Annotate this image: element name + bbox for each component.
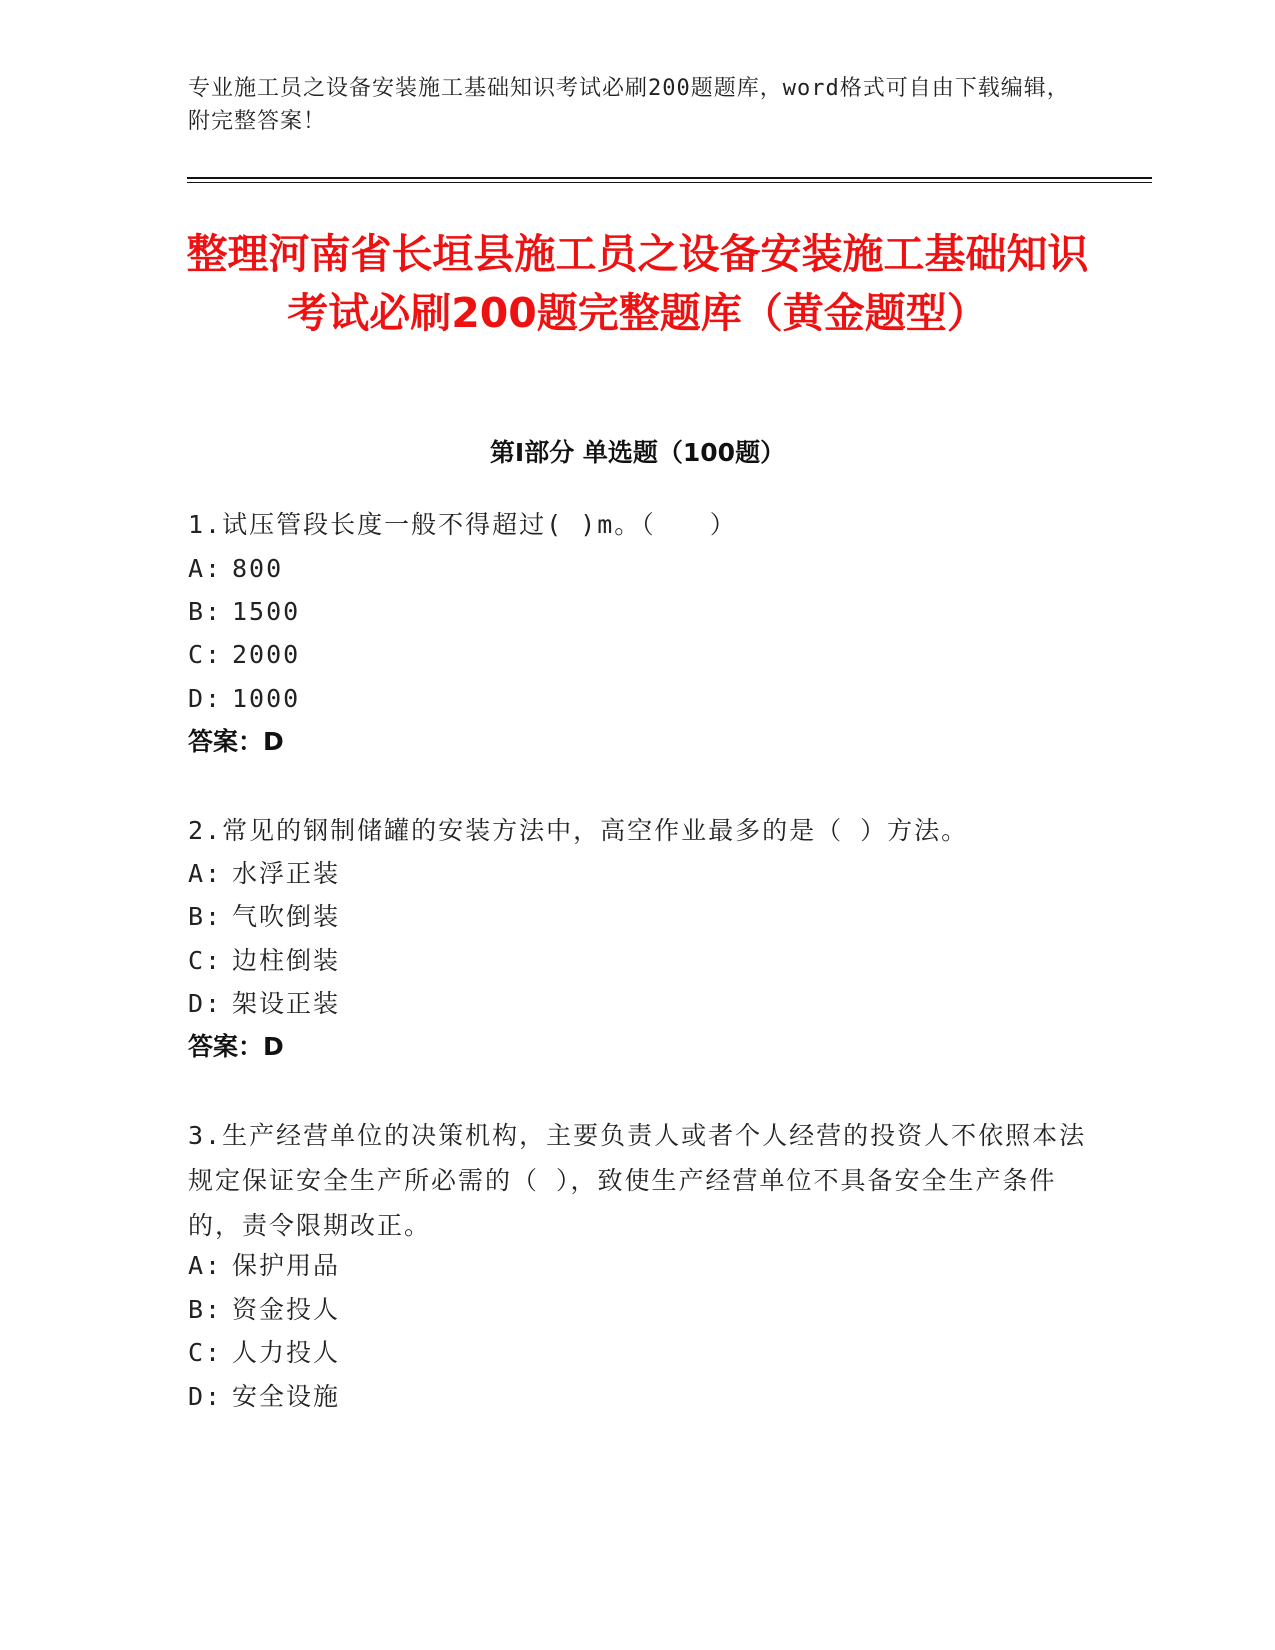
option-label: A: [188, 859, 223, 888]
question-2-option-a [188, 851, 1088, 896]
question-3-option-b [188, 1287, 1088, 1332]
option-text: 2000 [232, 640, 301, 669]
question-1-option-b [188, 589, 1088, 634]
option-label: B: [188, 1295, 223, 1324]
header-rule-thick [187, 177, 1152, 179]
question-1-answer: 答案：D [188, 727, 284, 756]
question-1-option-c [188, 632, 1088, 677]
option-label: D: [188, 684, 223, 713]
option-label: C: [188, 640, 223, 669]
option-label: C: [188, 946, 223, 975]
option-text: 气吹倒装 [232, 902, 341, 931]
option-text: 保护用品 [232, 1251, 341, 1280]
option-text: 800 [232, 554, 284, 583]
option-label: D: [188, 989, 223, 1018]
question-3-option-c [188, 1330, 1088, 1375]
option-text: 资金投人 [232, 1295, 341, 1324]
question-2-option-d [188, 981, 1088, 1026]
question-2-option-c [188, 938, 1088, 983]
option-label: C: [188, 1338, 223, 1367]
option-text: 架设正装 [232, 989, 341, 1018]
question-1-option-d [188, 676, 1088, 721]
option-label: D: [188, 1382, 223, 1411]
section-title: 第I部分 单选题（100题） [489, 438, 786, 467]
option-text: 安全设施 [232, 1382, 341, 1411]
option-label: B: [188, 597, 223, 626]
option-label: A: [188, 1251, 223, 1280]
header-note: 专业施工员之设备安装施工基础知识考试必刷200题题库，word格式可自由下载编辑，附完整答案！ [188, 76, 1070, 134]
document-title: 整理河南省长垣县施工员之设备安装施工基础知识考试必刷200题完整题库（黄金题型） [186, 230, 1089, 337]
option-text: 人力投人 [232, 1338, 341, 1367]
question-2-text: 2.常见的钢制储罐的安装方法中，高空作业最多的是（ ）方法。 [188, 816, 969, 845]
option-label: B: [188, 902, 223, 931]
option-text: 1500 [232, 597, 301, 626]
option-text: 1000 [232, 684, 301, 713]
option-text: 水浮正装 [232, 859, 341, 888]
header-rule-thin [187, 182, 1152, 183]
question-2-answer: 答案：D [188, 1032, 284, 1061]
option-text: 边柱倒装 [232, 946, 341, 975]
question-3-option-a [188, 1243, 1088, 1288]
question-2-option-b [188, 894, 1088, 939]
option-label: A: [188, 554, 223, 583]
question-1-text: 1.试压管段长度一般不得超过( )m。（ ） [188, 510, 737, 539]
question-3-text: 3.生产经营单位的决策机构，主要负责人或者个人经营的投资人不依照本法规定保证安全生产所必需的（ ），致使生产经营单位不具备安全生产条件的，责令限期改正。 [188, 1121, 1087, 1240]
question-3-option-d [188, 1374, 1088, 1419]
question-1-option-a [188, 546, 1088, 591]
